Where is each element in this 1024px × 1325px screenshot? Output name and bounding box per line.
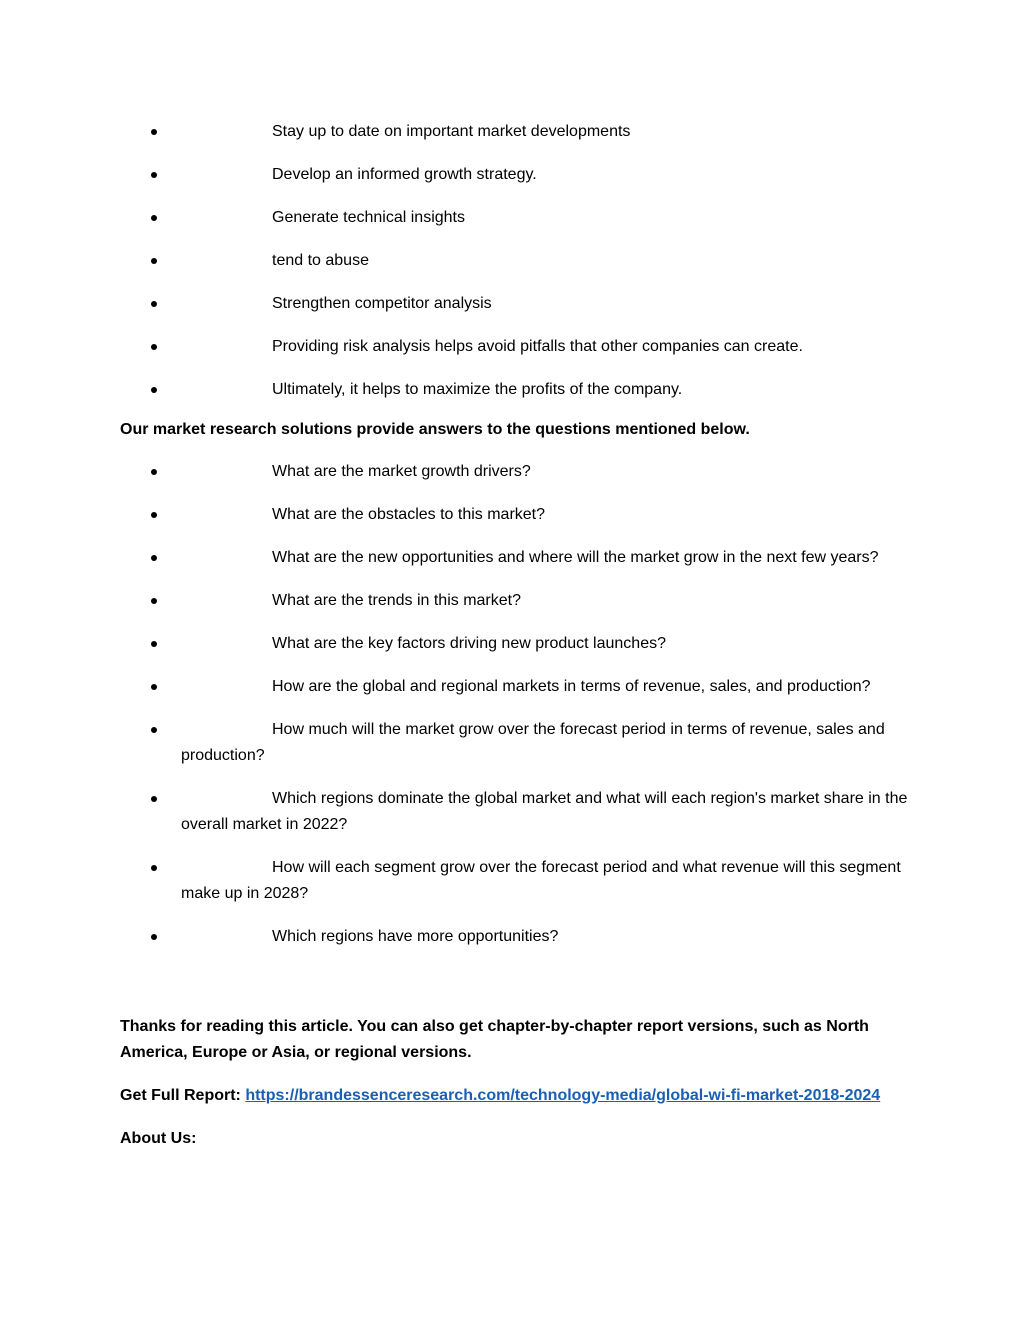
bullet-icon bbox=[151, 344, 157, 350]
bullet-icon bbox=[151, 387, 157, 393]
bullet-icon bbox=[151, 469, 157, 475]
list-item bbox=[0, 717, 1024, 769]
list-item bbox=[0, 545, 1024, 571]
list-item bbox=[0, 291, 1024, 317]
list-item-text: What are the trends in this market? bbox=[272, 592, 521, 609]
list-item-text: What are the market growth drivers? bbox=[272, 463, 531, 480]
bullet-icon bbox=[151, 934, 157, 940]
full-report-line bbox=[120, 1083, 920, 1109]
list-item bbox=[0, 786, 1024, 838]
list-item bbox=[0, 205, 1024, 231]
full-report-link[interactable]: https://brandessenceresearch.com/technology-media/global-wi-fi-market-2018-2024 bbox=[245, 1087, 881, 1104]
list-item-text: What are the obstacles to this market? bbox=[272, 506, 546, 523]
list-item-text: Generate technical insights bbox=[272, 209, 465, 226]
full-report-label: Get Full Report: bbox=[120, 1087, 246, 1104]
list-item-text: Which regions have more opportunities? bbox=[272, 928, 559, 945]
list-item-text: Providing risk analysis helps avoid pitfalls that other companies can create. bbox=[272, 338, 803, 355]
bullet-icon bbox=[151, 555, 157, 561]
list-item bbox=[0, 502, 1024, 528]
bullet-icon bbox=[151, 512, 157, 518]
questions-heading: Our market research solutions provide answers to the questions mentioned below. bbox=[120, 421, 750, 438]
benefits-list bbox=[0, 119, 1024, 420]
list-item bbox=[0, 377, 1024, 403]
list-item-text: Strengthen competitor analysis bbox=[272, 295, 492, 312]
list-item bbox=[0, 248, 1024, 274]
about-heading: About Us: bbox=[120, 1130, 197, 1147]
list-item-text: tend to abuse bbox=[272, 252, 369, 269]
list-item bbox=[0, 162, 1024, 188]
bullet-icon bbox=[151, 641, 157, 647]
list-item bbox=[0, 855, 1024, 907]
list-item bbox=[0, 588, 1024, 614]
list-item bbox=[0, 459, 1024, 485]
list-item-text: Stay up to date on important market developments bbox=[272, 123, 631, 140]
bullet-icon bbox=[151, 727, 157, 733]
bullet-icon bbox=[151, 172, 157, 178]
bullet-icon bbox=[151, 129, 157, 135]
bullet-icon bbox=[151, 684, 157, 690]
list-item-text: What are the new opportunities and where will the market grow in the next few years? bbox=[272, 549, 879, 566]
list-item-text: Develop an informed growth strategy. bbox=[272, 166, 537, 183]
bullet-icon bbox=[151, 301, 157, 307]
questions-list bbox=[0, 459, 1024, 967]
list-item-text: Ultimately, it helps to maximize the profits of the company. bbox=[272, 381, 683, 398]
list-item bbox=[0, 631, 1024, 657]
bullet-icon bbox=[151, 865, 157, 871]
list-item-text: What are the key factors driving new product launches? bbox=[272, 635, 666, 652]
list-item-text: How will each segment grow over the forecast period and what revenue will this segment make up in 2028? bbox=[181, 859, 901, 902]
bullet-icon bbox=[151, 258, 157, 264]
list-item bbox=[0, 119, 1024, 145]
bullet-icon bbox=[151, 598, 157, 604]
list-item bbox=[0, 674, 1024, 700]
list-item bbox=[0, 924, 1024, 950]
bullet-icon bbox=[151, 215, 157, 221]
list-item-text: How are the global and regional markets in terms of revenue, sales, and production? bbox=[272, 678, 871, 695]
list-item bbox=[0, 334, 1024, 360]
thanks-paragraph: Thanks for reading this article. You can also get chapter-by-chapter report versions, such as North America, Europe or Asia, or regional versions. bbox=[120, 1018, 869, 1061]
list-item-text: How much will the market grow over the forecast period in terms of revenue, sales and production? bbox=[181, 721, 885, 764]
list-item-text: Which regions dominate the global market and what will each region's market share in the overall market in 2022? bbox=[181, 790, 908, 833]
bullet-icon bbox=[151, 796, 157, 802]
